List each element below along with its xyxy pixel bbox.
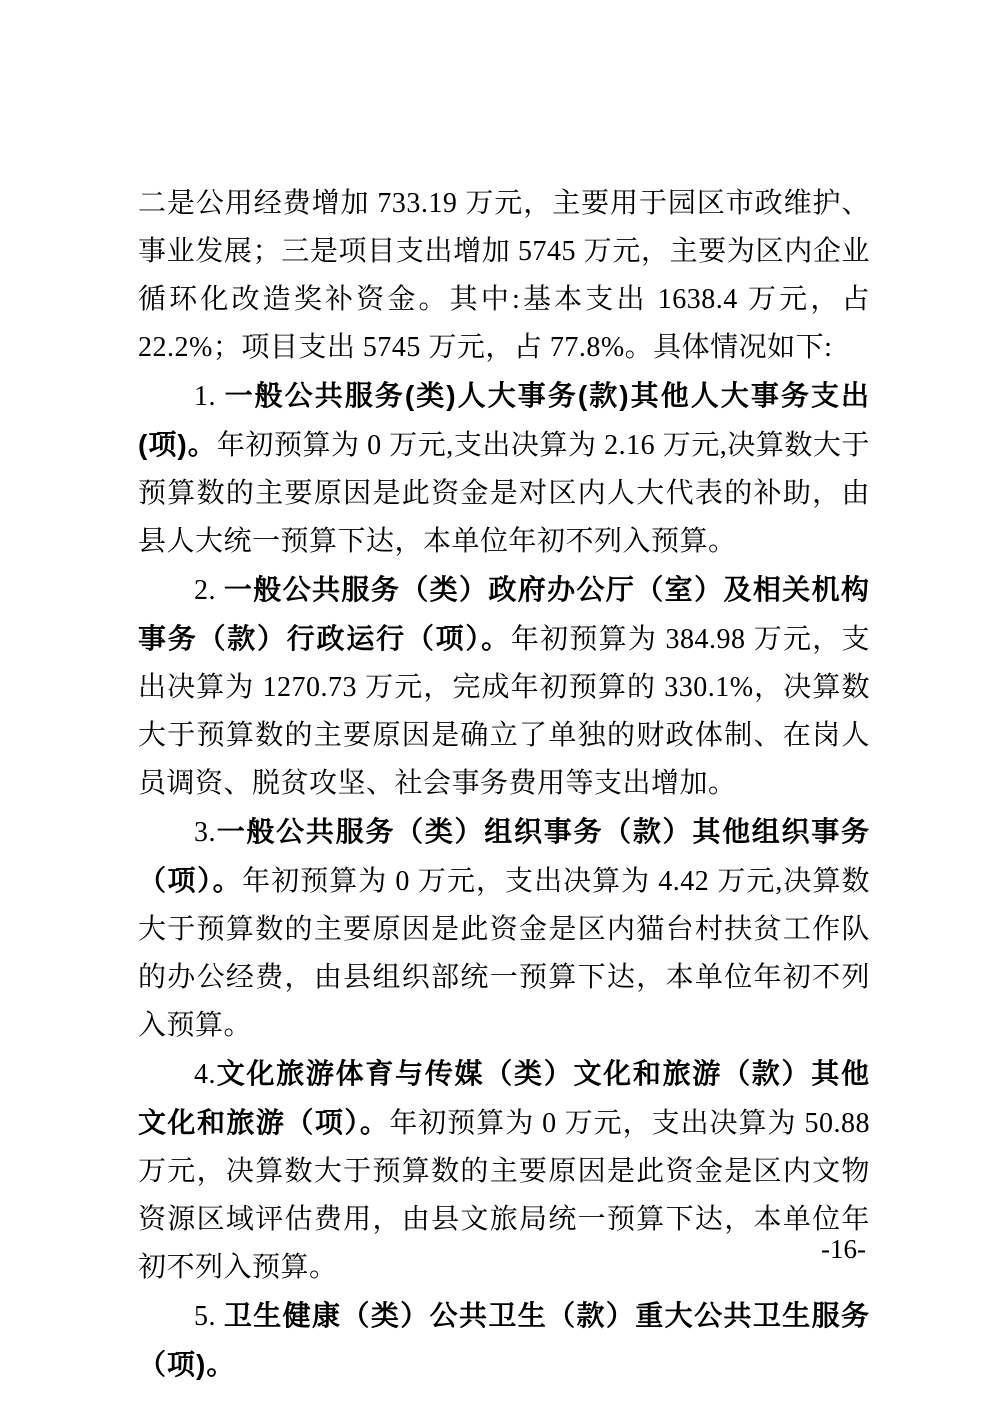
document-body xyxy=(138,180,870,1390)
paragraph xyxy=(138,1292,870,1390)
paragraph-heading-text: 一般公共服务(类)人大事务(款)其他人大事务支出(项)。 xyxy=(138,380,870,460)
paragraph-text: 1. xyxy=(194,381,225,412)
paragraph-heading-text: 卫生健康（类）公共卫生（款）重大公共卫生服务（项)。 xyxy=(138,1300,870,1380)
paragraph-text: 年初预算为 0 万元，支出决算为 4.42 万元,决算数大于预算数的主要原因是此资金是区内猫台村扶贫工作队的办公经费，由县组织部统一预算下达，本单位年初不列入预算。 xyxy=(138,866,870,1041)
paragraph-text: 年初预算为 0 万元，支出决算为 50.88 万元，决算数大于预算数的主要原因是此资金是区内文物资源区域评估费用，由县文旅局统一预算下达，本单位年初不列入预算。 xyxy=(138,1108,870,1283)
paragraph-text: 4. xyxy=(194,1059,216,1090)
paragraph-heading-text: 一般公共服务（类）组织事务（款）其他组织事务（项）。 xyxy=(138,816,870,896)
paragraph-heading-text: 一般公共服务（类）政府办公厅（室）及相关机构事务（款）行政运行（项）。 xyxy=(138,574,870,654)
paragraph-text: 3. xyxy=(194,817,216,848)
paragraph xyxy=(138,808,870,1050)
paragraph-text: 二是公用经费增加 733.19 万元，主要用于园区市政维护、事业发展；三是项目支出增加 5745 万元，主要为区内企业循环化改造奖补资金。其中:基本支出 1638.4 万元，占 22.2%；项目支出 5745 万元，占 77.8%。具体情况如下: xyxy=(138,188,870,363)
paragraph-text: 年初预算为 384.98 万元，支出决算为 1270.73 万元，完成年初预算的 330.1%，决算数大于预算数的主要原因是确立了单独的财政体制、在岗人员调资、脱贫攻坚、社会事务费用等支出增加。 xyxy=(138,624,870,799)
paragraph-heading-text: 文化旅游体育与传媒（类）文化和旅游（款）其他文化和旅游（项）。 xyxy=(138,1058,870,1138)
paragraph xyxy=(138,566,870,808)
paragraph xyxy=(138,1050,870,1292)
page-number: -16- xyxy=(821,1234,866,1264)
paragraph xyxy=(138,180,870,372)
paragraph-text: 2. xyxy=(194,575,224,606)
paragraph-text: 5. xyxy=(194,1301,224,1332)
paragraph-text: 年初预算为 0 万元,支出决算为 2.16 万元,决算数大于预算数的主要原因是此资金是对区内人大代表的补助，由县人大统一预算下达，本单位年初不列入预算。 xyxy=(138,430,870,557)
paragraph xyxy=(138,372,870,566)
